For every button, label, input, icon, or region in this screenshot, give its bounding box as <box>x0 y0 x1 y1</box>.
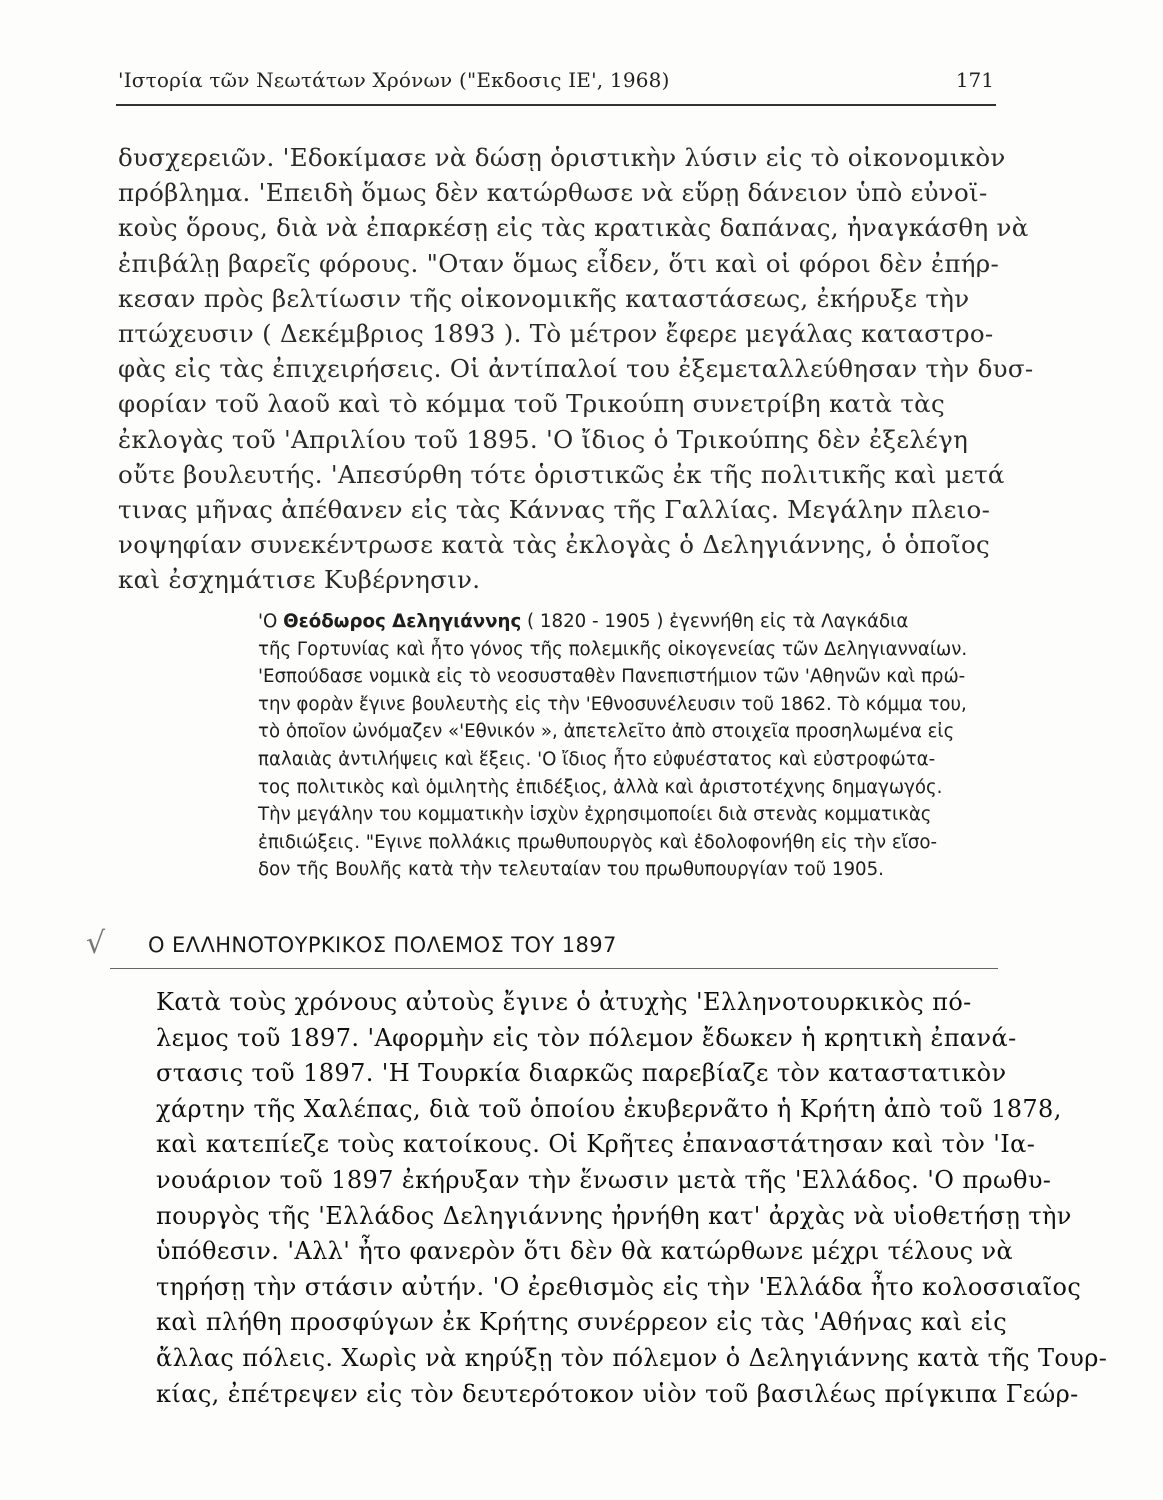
note-line: ἐπιδιώξεις. "Εγινε πολλάκις πρωθυπουργὸς καὶ ἐδολοφονήθη εἰς τὴν εἴσο- <box>258 831 938 853</box>
body-line: οὔτε βουλευτής. 'Απεσύρθη τότε ὁριστικῶς ἐκ τῆς πολιτικῆς καὶ μετά <box>118 459 1005 489</box>
main-line: Κατὰ τοὺς χρόνους αὐτοὺς ἔγινε ὁ ἀτυχὴς 'Ελληνοτουρκικὸς πό- <box>156 988 972 1016</box>
body-paragraph <box>118 140 1034 597</box>
main-line: χάρτην τῆς Χαλέπας, διὰ τοῦ ὁποίου ἐκυβερνᾶτο ἡ Κρήτη ἀπὸ τοῦ 1878, <box>156 1094 1062 1123</box>
main-line: στασις τοῦ 1897. 'Η Τουρκία διαρκῶς παρεβίαζε τὸν καταστατικὸν <box>156 1059 1007 1088</box>
header-title: 'Ιστορία τῶν Νεωτάτων Χρόνων ("Εκδοσις ΙΕ', 1968) <box>118 68 670 92</box>
note-line <box>258 608 998 636</box>
note-suffix: ( 1820 - 1905 ) ἐγεννήθη εἰς τὰ Λαγκάδια <box>521 611 909 632</box>
note-prefix: 'Ο <box>258 611 284 632</box>
note-line: τὸ ὁποῖον ὠνόμαζεν «'Εθνικόν », ἀπετελεῖτο ἀπὸ στοιχεῖα προσηλωμένα εἰς <box>258 721 955 743</box>
main-line: ὑπόθεσιν. 'Αλλ' ἦτο φανερὸν ὅτι δὲν θὰ κατώρθωνε μέχρι τέλους νὰ <box>156 1237 1014 1266</box>
body-line: φὰς εἰς τὰς ἐπιχειρήσεις. Οἱ ἀντίπαλοί του ἐξεμεταλλεύθησαν τὴν δυσ- <box>118 354 1034 384</box>
body-line: φορίαν τοῦ λαοῦ καὶ τὸ κόμμα τοῦ Τρικούπη συνετρίβη κατὰ τὰς <box>118 389 946 419</box>
note-line: την φορὰν ἔγινε βουλευτὴς εἰς τὴν 'Εθνοσυνέλευσιν τοῦ 1862. Τὸ κόμμα του, <box>258 693 967 715</box>
main-line: καὶ κατεπίεζε τοὺς κατοίκους. Οἱ Κρῆτες ἐπαναστάτησαν καὶ τὸν 'Ια- <box>156 1130 1036 1159</box>
body-line: ἐκλογὰς τοῦ 'Απριλίου τοῦ 1895. 'Ο ἴδιος ὁ Τρικούπης δὲν ἐξελέγη <box>118 424 969 454</box>
body-line: δυσχερειῶν. 'Εδοκίμασε νὰ δώσῃ ὁριστικὴν λύσιν εἰς τὸ οἰκονομικὸν <box>118 143 1006 172</box>
note-line: Τὴν μεγάλην του κομματικὴν ἰσχὺν ἐχρησιμοποίει διὰ στενὰς κομματικὰς <box>258 804 932 826</box>
note-line: δον τῆς Βουλῆς κατὰ τὴν τελευταίαν του πρωθυπουργίαν τοῦ 1905. <box>258 859 884 881</box>
body-line: πρόβλημα. 'Επειδὴ ὅμως δὲν κατώρθωσε νὰ εὕρῃ δάνειον ὑπὸ εὐνοϊ- <box>118 178 988 208</box>
body-line: ἐπιβάλῃ βαρεῖς φόρους. "Οταν ὅμως εἶδεν, ὅτι καὶ οἱ φόροι δὲν ἐπήρ- <box>118 248 1000 278</box>
main-paragraph <box>156 985 1108 1412</box>
note-line: 'Εσπούδασε νομικὰ εἰς τὸ νεοσυσταθὲν Πανεπιστήμιον τῶν 'Αθηνῶν καὶ πρώ- <box>258 666 966 688</box>
body-line: νοψηφίαν συνεκέντρωσε κατὰ τὰς ἐκλογὰς ὁ Δεληγιάννης, ὁ ὁποῖος <box>118 530 991 560</box>
body-line: κεσαν πρὸς βελτίωσιν τῆς οἰκονομικῆς καταστάσεως, ἐκήρυξε τὴν <box>118 283 970 313</box>
note-line: παλαιὰς ἀντιλήψεις καὶ ἕξεις. 'Ο ἴδιος ἦτο εὐφυέστατος καὶ εὐστροφώτα- <box>258 748 936 770</box>
body-line: κοὺς ὅρους, διὰ νὰ ἐπαρκέσῃ εἰς τὰς κρατικὰς δαπάνας, ἠναγκάσθη νὰ <box>118 213 1029 243</box>
note-line: τος πολιτικὸς καὶ ὁμιλητὴς ἐπιδέξιος, ἀλλὰ καὶ ἀριστοτέχνης δημαγωγός. <box>258 776 943 798</box>
running-header <box>118 68 994 98</box>
body-line: πτώχευσιν ( Δεκέμβριος 1893 ). Τὸ μέτρον ἔφερε μεγάλας καταστρο- <box>118 318 994 348</box>
body-line: τινας μῆνας ἀπέθανεν εἰς τὰς Κάννας τῆς Γαλλίας. Μεγάλην πλειο- <box>118 494 991 524</box>
section-heading: Ο ΕΛΛΗΝΟΤΟΥΡΚΙΚΟΣ ΠΟΛΕΜΟΣ ΤΟΥ 1897 <box>148 933 617 957</box>
main-line: λεμος τοῦ 1897. 'Αφορμὴν εἰς τὸν πόλεμον ἔδωκεν ἡ κρητικὴ ἐπανά- <box>156 1023 1017 1052</box>
margin-check-mark: √ <box>86 926 106 961</box>
page-number: 171 <box>955 68 994 92</box>
biographical-note <box>258 608 998 884</box>
note-line: τῆς Γορτυνίας καὶ ἦτο γόνος τῆς πολεμικῆς οἰκογενείας τῶν Δεληγιανναίων. <box>258 638 968 660</box>
main-line: τηρήσῃ τὴν στάσιν αὐτήν. 'Ο ἐρεθισμὸς εἰς τὴν 'Ελλάδα ἦτο κολοσσιαῖος <box>156 1272 1082 1301</box>
main-line: νουάριον τοῦ 1897 ἐκήρυξαν τὴν ἕνωσιν μετὰ τῆς 'Ελλάδος. 'Ο πρωθυ- <box>156 1165 1052 1194</box>
section-rule <box>110 968 998 969</box>
body-line: καὶ ἐσχημάτισε Κυβέρνησιν. <box>118 565 481 595</box>
main-line: καὶ πλήθη προσφύγων ἐκ Κρήτης συνέρρεον εἰς τὰς 'Αθήνας καὶ εἰς <box>156 1308 1008 1337</box>
main-line: κίας, ἐπέτρεψεν εἰς τὸν δευτερότοκον υἱὸν τοῦ βασιλέως πρίγκιπα Γεώρ- <box>156 1379 1079 1408</box>
main-line: πουργὸς τῆς 'Ελλάδος Δεληγιάννης ἠρνήθη κατ' ἀρχὰς νὰ υἱοθετήσῃ τὴν <box>156 1201 1072 1230</box>
note-name: Θεόδωρος Δεληγιάννης <box>283 611 522 632</box>
header-rule <box>116 104 996 106</box>
main-line: ἄλλας πόλεις. Χωρὶς νὰ κηρύξῃ τὸν πόλεμον ὁ Δεληγιάννης κατὰ τῆς Τουρ- <box>156 1343 1108 1372</box>
